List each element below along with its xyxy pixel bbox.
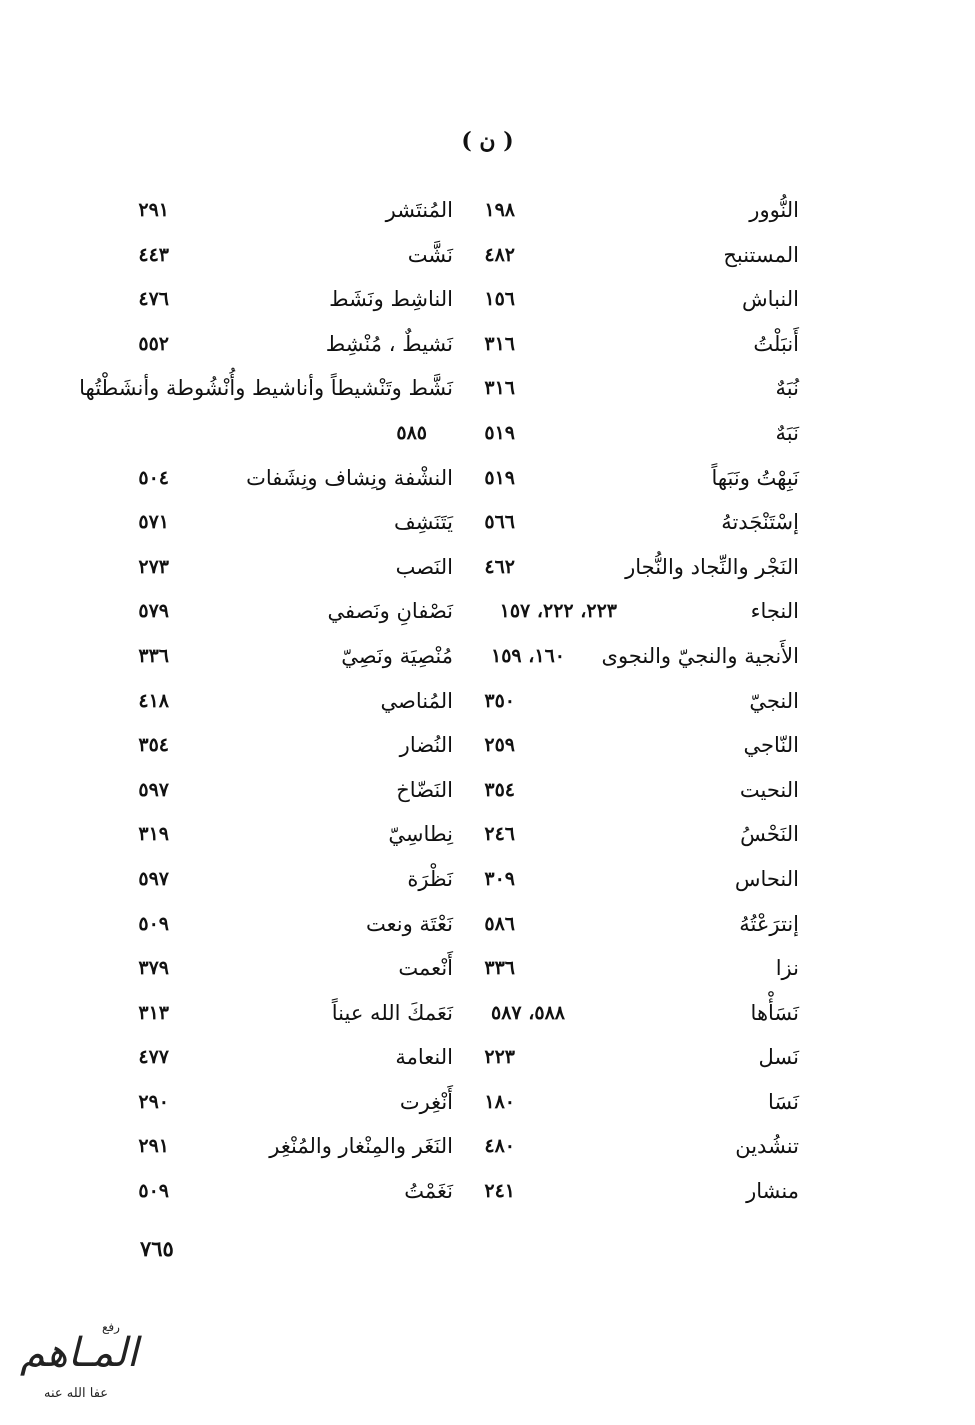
index-row	[0, 857, 975, 902]
entry-page: ٣٥٤	[484, 778, 515, 801]
entry-page: ٤٨٢	[484, 243, 515, 266]
entry-page: ٥٥٢	[138, 332, 169, 355]
entry-page: ٢٧٣	[138, 555, 169, 578]
entry-word: النَضّاخ	[396, 777, 453, 802]
stamp-top-text: رفع	[102, 1320, 120, 1334]
uploader-stamp	[14, 1320, 144, 1415]
stamp-bottom-text: عفا الله عنه	[44, 1386, 109, 1401]
entry-page: ١٦٠، ١٥٩	[491, 644, 565, 667]
entry-word: النباش	[742, 287, 799, 312]
entry-word: الناشِط ونَشَط	[329, 287, 453, 312]
index-row	[0, 188, 975, 233]
entry-page: ١٨٠	[484, 1090, 515, 1113]
entry-word: أَنْعمت	[398, 956, 453, 981]
index-row	[0, 589, 975, 634]
index-row	[0, 322, 975, 367]
section-heading: ( ن )	[461, 128, 514, 154]
entry-page: ٢٥٩	[484, 734, 515, 757]
entry-page: ٥٧٩	[138, 600, 169, 623]
index-row	[0, 768, 975, 813]
entry-page: ٣٠٩	[484, 867, 515, 890]
entry-word: إسْتَنْجَدتهُ	[721, 510, 799, 535]
entry-word: نَشَّت	[407, 242, 453, 267]
index-row	[0, 812, 975, 857]
entry-page: ٣٣٦	[138, 644, 169, 667]
entry-page: ١٩٨	[484, 199, 515, 221]
entry-word: النجيّ	[749, 688, 799, 713]
entry-page: ٢٩١	[138, 199, 169, 221]
entry-page: ٥٨٦	[484, 912, 515, 935]
entry-word: النُّوور	[749, 198, 799, 222]
entry-page: ٣١٩	[138, 823, 169, 846]
index-row	[0, 545, 975, 590]
entry-word: نَعْتَة ونعت	[366, 911, 453, 936]
entry-word: النشْفة ونِشاف ونِشَفات	[246, 465, 453, 490]
entry-page: ٥١٩	[484, 466, 515, 489]
entry-word: النحاس	[734, 866, 799, 891]
entry-page: ٥٦٦	[484, 511, 515, 534]
entry-word: نَسَا	[768, 1089, 799, 1114]
entry-page: ٥٠٩	[138, 912, 169, 935]
entry-page: ٣٧٩	[138, 957, 169, 980]
entry-word: نَصْفانِ ونَصفي	[327, 599, 453, 624]
entry-word: منشار	[746, 1179, 799, 1204]
index-row	[0, 411, 975, 456]
entry-word: النّاجي	[743, 733, 799, 758]
entry-word: نَسَأْها	[750, 1000, 799, 1025]
entry-page: ٥٨٨، ٥٨٧	[491, 1001, 565, 1024]
entry-word: نَشَّط وتَنْشيطاً وأناشيط وأُنْشُوطة وأنشَطْتُها	[79, 376, 453, 401]
entry-page: ٥٨٥	[396, 421, 427, 444]
index-row	[0, 456, 975, 501]
entry-word: نَعَمكَ الله عيناً	[331, 1000, 453, 1025]
entry-page: ٥٧١	[138, 511, 169, 534]
index-row	[0, 902, 975, 947]
entry-word: أَنْغِرت	[399, 1089, 453, 1114]
entry-page: ٣٥٠	[484, 689, 515, 712]
entry-word: النعامة	[395, 1045, 453, 1070]
entry-word: نَبِهْتُ ونَبَهاً	[711, 465, 799, 490]
entry-word: تنشُدين	[735, 1134, 799, 1159]
entry-page: ٢٩٠	[138, 1090, 169, 1113]
entry-page: ٣١٦	[484, 377, 515, 400]
entry-page: ٥١٩	[484, 421, 515, 444]
index-row	[0, 634, 975, 679]
entry-word: المُناصي	[380, 688, 453, 713]
page-number: ٧٦٥	[140, 1236, 174, 1261]
entry-word: النَجْر والنِّجاد والنُّجار	[625, 554, 799, 579]
entry-word: النُضار	[399, 733, 453, 758]
entry-page: ٤٤٣	[138, 243, 169, 266]
index-row	[0, 946, 975, 991]
index-row	[0, 723, 975, 768]
entry-word: النَصب	[395, 554, 453, 579]
entry-word: نُبَهٌ	[775, 376, 799, 401]
entry-word: يَتَنَشِف	[394, 510, 453, 535]
entry-page: ٥٠٤	[138, 466, 169, 489]
entry-page: ٣٣٦	[484, 957, 515, 980]
entry-word: النجاء	[750, 599, 799, 624]
entry-page: ٥٠٩	[138, 1180, 169, 1203]
entry-page: ٢٩١	[138, 1135, 169, 1158]
entry-word: إنترَعْتُهُ	[739, 911, 799, 936]
entry-word: نِطاسِيّ	[388, 822, 453, 847]
entry-page: ٢٢٣	[484, 1046, 515, 1069]
entry-word: نَغَمْتُ	[404, 1179, 453, 1204]
entry-word: نَظْرَة	[407, 866, 453, 891]
entry-word: نَسل	[758, 1045, 799, 1070]
entry-page: ٣١٣	[138, 1001, 169, 1024]
entry-page: ٣٥٤	[138, 734, 169, 757]
index-row	[0, 1080, 975, 1125]
index-row	[0, 679, 975, 724]
entry-page: ٢٤١	[484, 1180, 515, 1203]
index-row	[0, 233, 975, 278]
entry-page: ٥٩٧	[138, 867, 169, 890]
entry-page: ٤٨٠	[484, 1135, 515, 1158]
entry-page: ٥٩٧	[138, 778, 169, 801]
entry-word: النحيت	[739, 777, 799, 802]
entry-page: ٤٦٢	[484, 555, 515, 578]
entry-word: الأَنجية والنجيّ والنجوى	[601, 643, 799, 668]
index-row	[0, 1035, 975, 1080]
entry-word: النَغَر والمِنْغار والمُنْغِر	[269, 1134, 453, 1159]
index-row	[0, 500, 975, 545]
entry-page: ٤٧٦	[138, 288, 169, 311]
index-row	[0, 1169, 975, 1214]
index-row	[0, 366, 975, 411]
entry-word: مُنْصِيَة ونَصِيّ	[341, 643, 453, 668]
entry-page: ١٥٦	[484, 288, 515, 311]
entry-word: نَشيطٌ ، مُنْشِط	[325, 331, 453, 356]
entry-word: المُنتَشر	[385, 198, 453, 222]
entry-word: النَحْسُ	[740, 822, 799, 847]
stamp-main-text: المـاهم	[20, 1330, 139, 1376]
index-row	[0, 991, 975, 1036]
index-table	[0, 188, 975, 1214]
entry-page: ٤١٨	[138, 689, 169, 712]
entry-word: المستنبح	[723, 242, 799, 267]
entry-word: نَبَهٌ	[775, 420, 799, 445]
index-row	[0, 1124, 975, 1169]
entry-page: ٣١٦	[484, 332, 515, 355]
entry-word: نزا	[775, 956, 799, 981]
entry-word: أَنبَلْتُ	[753, 331, 799, 356]
entry-page: ٢٤٦	[484, 823, 515, 846]
entry-page: ٢٢٣، ٢٢٢، ١٥٧	[499, 600, 617, 623]
index-row	[0, 277, 975, 322]
entry-page: ٤٧٧	[138, 1046, 169, 1069]
